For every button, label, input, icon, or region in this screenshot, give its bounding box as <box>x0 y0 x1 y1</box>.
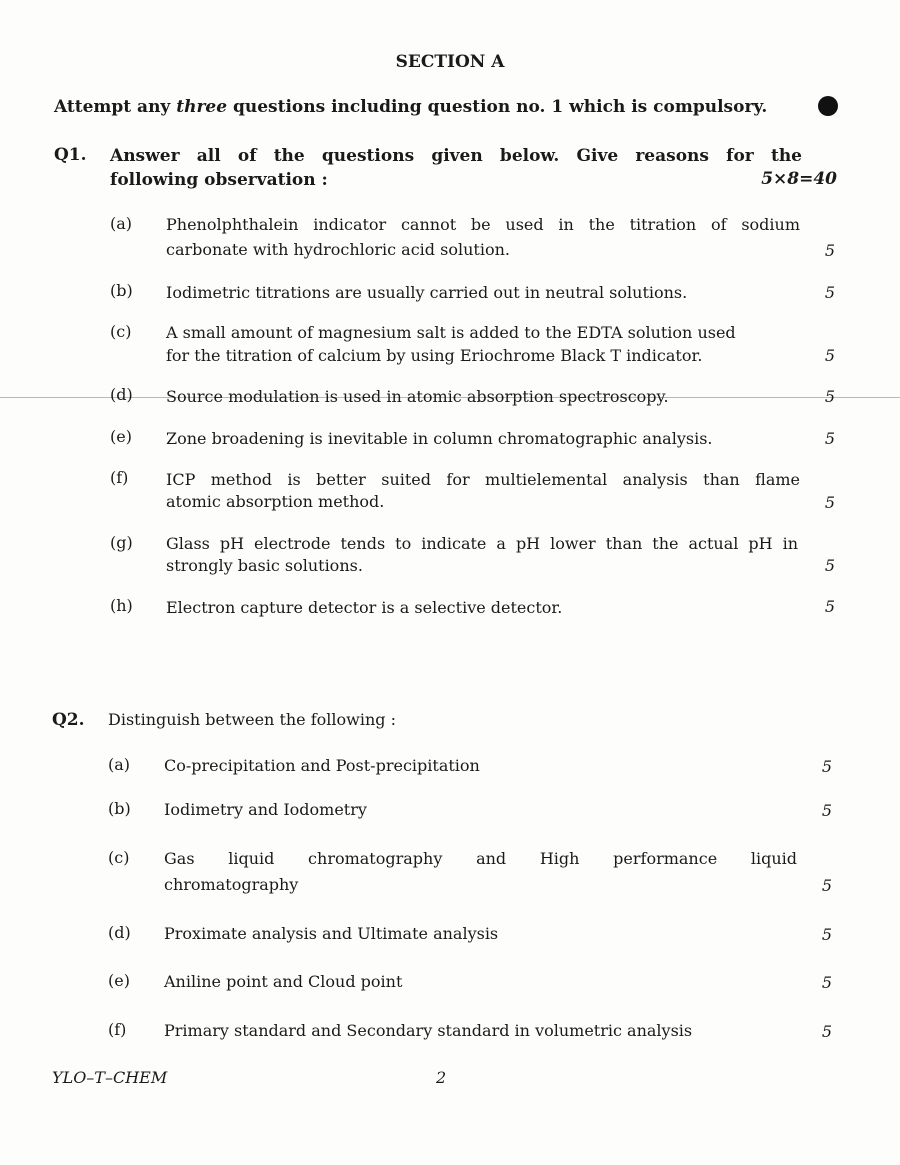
q1-item-mark: 5 <box>824 597 835 616</box>
q1-item-mark: 5 <box>824 241 835 260</box>
q2-item-label: (b) <box>108 799 131 818</box>
paper-code: YLO–T–CHEM <box>52 1068 168 1087</box>
q1-item-label: (f) <box>110 468 129 487</box>
q1-item-mark: 5 <box>824 429 835 448</box>
q2-item-text-cont: chromatography <box>164 875 299 894</box>
q1-item-text-cont: strongly basic solutions. <box>166 556 363 575</box>
q2-number: Q2. <box>52 710 85 730</box>
q1-item-text: Iodimetric titrations are usually carried out in neutral solutions. <box>166 283 688 302</box>
q1-item-mark: 5 <box>824 493 835 512</box>
q1-item-text: Glass pH electrode tends to indicate a pH lower than the actual pH in <box>166 534 798 553</box>
q2-item-text: Proximate analysis and Ultimate analysis <box>164 924 499 943</box>
section-instruction <box>54 97 767 117</box>
q2-item-label: (a) <box>108 755 131 774</box>
q1-prompt-line1: Answer all of the questions given below. Give reasons for the <box>110 146 802 166</box>
q2-item-label: (c) <box>108 848 130 867</box>
q1-item-mark: 5 <box>824 283 835 302</box>
q1-item-text: Source modulation is used in atomic absorption spectroscopy. <box>166 387 669 406</box>
q1-item-mark: 5 <box>824 346 835 365</box>
registration-mark-dot <box>818 96 838 116</box>
q2-item-mark: 5 <box>821 973 832 992</box>
q1-item-label: (c) <box>110 322 132 341</box>
q1-item-label: (e) <box>110 427 132 446</box>
q1-prompt-line2: following observation : <box>110 170 328 190</box>
instruction-post: questions including question no. 1 which is compulsory. <box>227 97 768 117</box>
q1-item-label: (d) <box>110 385 133 404</box>
q2-item-text: Co-precipitation and Post-precipitation <box>164 756 480 775</box>
q1-item-text: A small amount of magnesium salt is added to the EDTA solution used <box>166 323 736 342</box>
page-number: 2 <box>436 1068 447 1087</box>
q1-item-text: Zone broadening is inevitable in column chromatographic analysis. <box>166 429 713 448</box>
q1-item-label: (a) <box>110 214 133 233</box>
q1-item-text-cont: for the titration of calcium by using Eriochrome Black T indicator. <box>166 346 703 365</box>
q2-item-mark: 5 <box>821 757 832 776</box>
q1-item-label: (g) <box>110 533 133 552</box>
q1-total-marks: 5×8=40 <box>761 169 837 189</box>
q1-item-mark: 5 <box>824 387 835 406</box>
q2-item-label: (d) <box>108 923 131 942</box>
q1-item-text: Electron capture detector is a selective detector. <box>166 598 563 617</box>
q2-item-label: (e) <box>108 971 130 990</box>
q2-item-text: Gas liquid chromatography and High performance liquid <box>164 849 797 868</box>
q2-item-text: Iodimetry and Iodometry <box>164 800 367 819</box>
q2-item-mark: 5 <box>821 925 832 944</box>
q1-number: Q1. <box>54 145 87 165</box>
q1-item-label: (b) <box>110 281 133 300</box>
q1-item-text-cont: carbonate with hydrochloric acid solution. <box>166 240 510 259</box>
q2-item-mark: 5 <box>821 1022 832 1041</box>
q1-item-text-cont: atomic absorption method. <box>166 492 385 511</box>
q2-prompt: Distinguish between the following : <box>108 710 396 729</box>
q2-item-mark: 5 <box>821 801 832 820</box>
q1-item-label: (h) <box>110 596 133 615</box>
q2-item-mark: 5 <box>821 876 832 895</box>
q1-item-text: ICP method is better suited for multielemental analysis than flame <box>166 470 800 489</box>
q1-item-text: Phenolphthalein indicator cannot be used in the titration of sodium <box>166 215 800 234</box>
q1-item-mark: 5 <box>824 556 835 575</box>
instruction-pre: Attempt any <box>54 97 177 117</box>
q2-item-text: Primary standard and Secondary standard in volumetric analysis <box>164 1021 693 1040</box>
q2-item-label: (f) <box>108 1020 127 1039</box>
q2-item-text: Aniline point and Cloud point <box>164 972 403 991</box>
section-title: SECTION A <box>395 52 505 72</box>
instruction-emphasis: three <box>176 97 228 117</box>
